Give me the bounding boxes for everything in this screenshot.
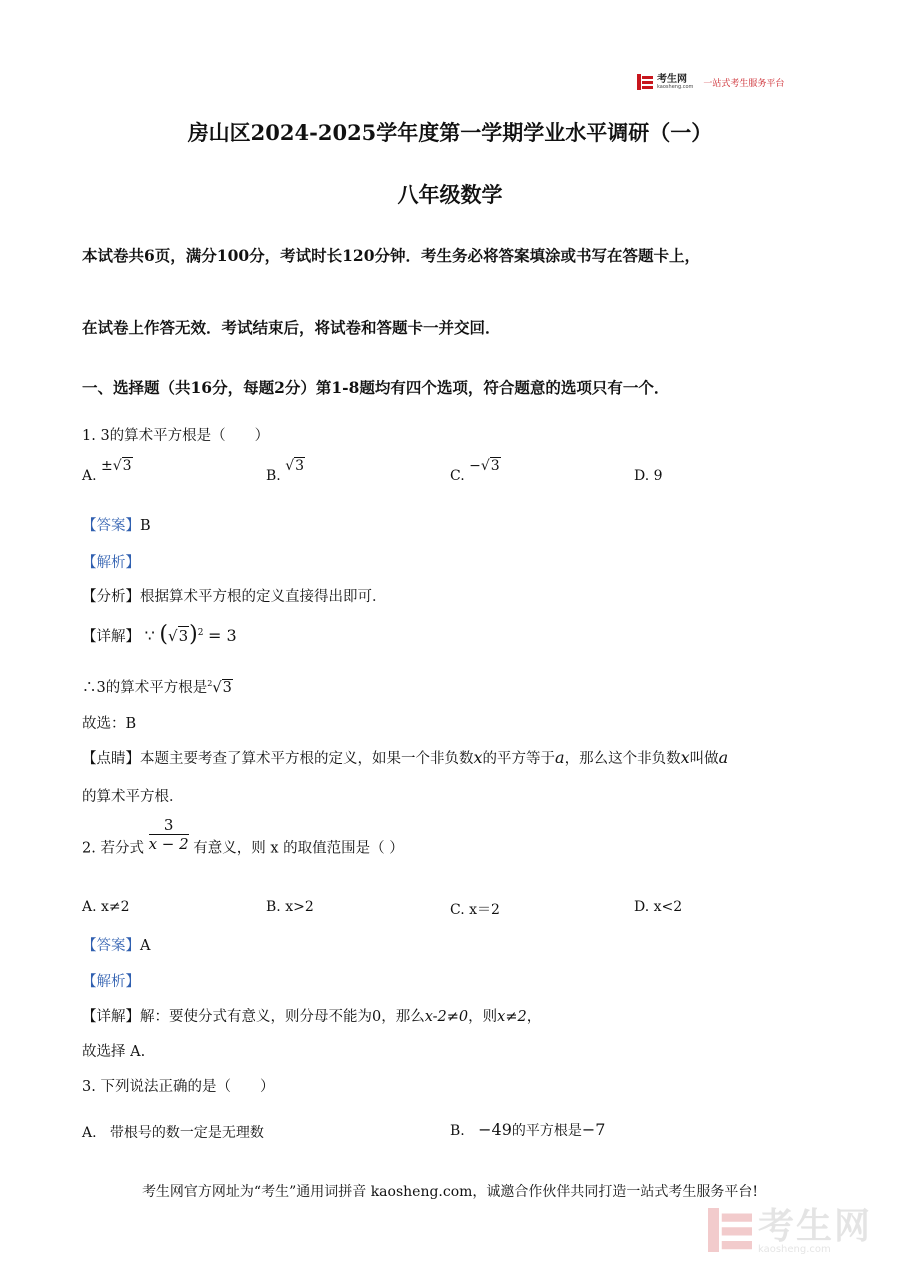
- q1-dianjing-end: 的算术平方根．: [82, 789, 184, 805]
- q1-analysis-tag: 【解析】: [82, 555, 140, 571]
- q2-analysis-tag: 【解析】: [82, 974, 140, 990]
- logo-slogan: 一站式考生服务平台: [703, 78, 785, 89]
- q2-option-d: D. x<2: [634, 899, 683, 915]
- watermark-name: 考生网: [757, 1206, 872, 1247]
- q3-stem: 3. 下列说法正确的是（ ）: [82, 1079, 275, 1095]
- section-heading: 一、选择题（共16分，每题2分）第1-8题均有四个选项，符合题意的选项只有一个．: [82, 378, 670, 397]
- q2-choose: 故选择 A.: [82, 1044, 146, 1060]
- logo-url: kaosheng.com: [657, 83, 694, 90]
- footer-text: 考生网官方网址为“考生”通用词拼音 kaosheng.com，诚邀合作伙伴共同打造一站式考生服务平台!: [141, 1184, 759, 1200]
- q1-dianjing: 【点睛】本题主要考查了算术平方根的定义，如果一个非负数x的平方等于a，那么这个非负数x叫做a: [82, 748, 729, 767]
- q1-option-d: D. 9: [634, 468, 663, 484]
- kaosheng-logo-icon: [637, 74, 653, 90]
- q1-answer: 【答案】B: [82, 518, 151, 534]
- q1-option-c: C. −√3: [450, 458, 500, 484]
- q1-option-a: A. ±√3: [82, 458, 132, 484]
- brand-logo: [637, 72, 784, 92]
- logo-name: 考生网: [657, 73, 687, 85]
- watermark-logo: [708, 1208, 872, 1256]
- q2-option-a: A. x≠2: [82, 899, 130, 915]
- q1-option-b: B. √3: [266, 458, 305, 484]
- notice-line-2: 在试卷上作答无效．考试结束后，将试卷和答题卡一并交回．: [82, 318, 501, 337]
- q2-fraction: $\frac{3}{x - 2}$: [148, 816, 189, 853]
- q2-option-c: C. x＝2: [450, 902, 500, 918]
- q3-option-a: A. 带根号的数一定是无理数: [82, 1125, 264, 1141]
- q1-fenxi: 【分析】根据算术平方根的定义直接得出即可．: [82, 589, 387, 605]
- q2-answer: 【答案】A: [82, 938, 151, 954]
- q2-stem: 2. 若分式 $\frac{3}{x - 2}$ 有意义，则 x 的取值范围是（ ）: [82, 816, 404, 857]
- q1-xiangjie: 【详解】 ∵ $(√3)^2 = 3$: [82, 622, 237, 647]
- q1-choose: 故选：B: [82, 716, 137, 732]
- page-subtitle: 八年级数学: [397, 182, 503, 207]
- q3-option-b: B. −49的平方根是−7: [450, 1120, 606, 1139]
- q2-option-b: B. x>2: [266, 899, 314, 915]
- q2-xiangjie: 【详解】解：要使分式有意义，则分母不能为0，那么x-2≠0，则x≠2，: [82, 1009, 542, 1025]
- q1-stem: 1. 3的算术平方根是（ ）: [82, 428, 270, 444]
- watermark-mark-icon: [708, 1208, 752, 1256]
- watermark-url: kaosheng.com: [757, 1244, 831, 1255]
- q1-therefore: ∴3的算术平方根是$^2$√3: [82, 679, 232, 696]
- page-title: 房山区2024-2025学年度第一学期学业水平调研（一）: [187, 120, 713, 145]
- notice-line-1: 本试卷共6页，满分100分，考试时长120分钟．考生务必将答案填涂或书写在答题卡上，: [82, 246, 700, 265]
